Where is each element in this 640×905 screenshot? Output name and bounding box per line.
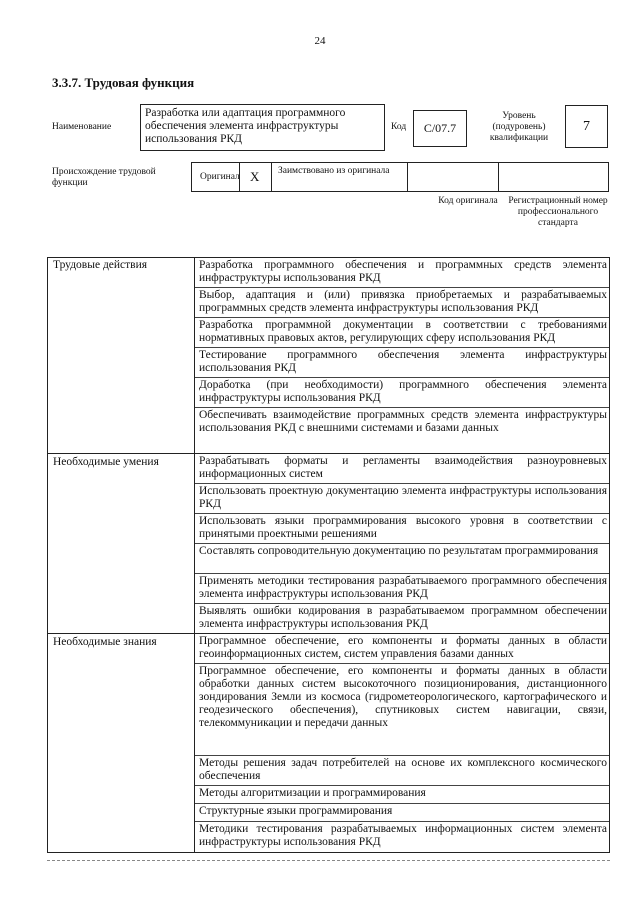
row-separator bbox=[195, 407, 609, 408]
row-separator bbox=[195, 483, 609, 484]
row-separator bbox=[195, 821, 609, 822]
origin-borrowed-cell bbox=[271, 163, 407, 191]
section-divider bbox=[48, 633, 609, 634]
skill-1: Разрабатывать форматы и регламенты взаимодействия разноуровневых информационных систем bbox=[199, 455, 607, 480]
code-value: С/07.7 bbox=[413, 110, 467, 147]
origin-code-cell bbox=[407, 163, 498, 191]
labor-action-6: Обеспечивать взаимодействие программных средств элемента инфраструктуры использования РКД с внешними системами и базами данных bbox=[199, 409, 607, 434]
section-divider bbox=[48, 453, 609, 454]
row-separator bbox=[195, 803, 609, 804]
row-separator bbox=[195, 377, 609, 378]
origin-mark-cell bbox=[239, 163, 271, 191]
skill-6: Выявлять ошибки кодирования в разрабатываемом программном обеспечении элемента инфраструктуры использования РКД bbox=[199, 605, 607, 630]
labor-action-2: Выбор, адаптация и (или) привязка приобретаемых и разрабатываемых программных средств элемента инфраструктуры использования РКД bbox=[199, 289, 607, 314]
knowledge-3: Методы решения задач потребителей на основе их комплексного космического обеспечения bbox=[199, 757, 607, 782]
labor-action-3: Разработка программной документации в соответствии с требованиями нормативных правовых актов, регулирующих сферу использования РКД bbox=[199, 319, 607, 344]
origin-borrowed-text: Заимствовано из оригинала bbox=[278, 166, 390, 176]
labor-action-4: Тестирование программного обеспечения элемента инфраструктуры использования РКД bbox=[199, 349, 607, 374]
row-separator bbox=[195, 573, 609, 574]
code-original-label: Код оригинала bbox=[438, 196, 498, 206]
knowledge-6: Методики тестирования разрабатываемых информационных систем элемента инфраструктуры использования РКД bbox=[199, 823, 607, 848]
row-separator bbox=[195, 603, 609, 604]
reg-number-label: Регистрационный номер профессионального стандарта bbox=[508, 196, 608, 228]
name-value: Разработка или адаптация программного обеспечения элемента инфраструктуры использования РКД bbox=[140, 104, 385, 151]
page-footer-line bbox=[47, 860, 610, 861]
row-separator bbox=[195, 347, 609, 348]
section-title: 3.3.7. Трудовая функция bbox=[52, 75, 195, 90]
knowledge-2: Программное обеспечение, его компоненты и форматы данных в области обработки данных систем высокоточного позиционирования, дистанционного зондирования Земли из космоса (гидрометеорологического, картографического и геодезического обеспечения), спутниковых систем навигации, связи, телекоммуникации и передачи данных bbox=[199, 665, 607, 729]
origin-row bbox=[191, 162, 609, 192]
row-separator bbox=[195, 755, 609, 756]
row-separator bbox=[195, 317, 609, 318]
skill-2: Использовать проектную документацию элемента инфраструктуры использования РКД bbox=[199, 485, 607, 510]
label-required-knowledge: Необходимые знания bbox=[53, 636, 157, 648]
origin-original-cell bbox=[191, 163, 239, 191]
row-separator bbox=[195, 543, 609, 544]
code-label: Код bbox=[391, 122, 407, 132]
origin-reg-cell bbox=[498, 163, 609, 191]
row-separator bbox=[195, 513, 609, 514]
level-value: 7 bbox=[565, 105, 608, 148]
labor-action-5: Доработка (при необходимости) программного обеспечения элемента инфраструктуры использования РКД bbox=[199, 379, 607, 404]
row-separator bbox=[195, 287, 609, 288]
level-label: Уровень (подуровень) квалификации bbox=[489, 111, 549, 143]
skill-4: Составлять сопроводительную документацию по результатам программирования bbox=[199, 545, 599, 557]
knowledge-5: Структурные языки программирования bbox=[199, 805, 393, 817]
name-label: Наименование bbox=[52, 122, 112, 132]
labor-action-1: Разработка программного обеспечения и программных средств элемента инфраструктуры использования РКД bbox=[199, 259, 607, 284]
label-required-skills: Необходимые умения bbox=[53, 456, 159, 468]
row-separator bbox=[195, 785, 609, 786]
function-table bbox=[47, 257, 610, 853]
origin-label: Происхождение трудовой функции bbox=[52, 167, 156, 188]
skill-5: Применять методики тестирования разрабатываемого программного обеспечения элемента инфраструктуры использования РКД bbox=[199, 575, 607, 600]
origin-original-text: Оригинал bbox=[200, 172, 240, 182]
origin-mark: X bbox=[250, 169, 260, 184]
knowledge-1: Программное обеспечение, его компоненты и форматы данных в области геоинформационных систем, систем управления базами данных bbox=[199, 635, 607, 660]
knowledge-4: Методы алгоритмизации и программирования bbox=[199, 787, 426, 799]
label-labor-actions: Трудовые действия bbox=[53, 259, 148, 271]
page-number: 24 bbox=[314, 35, 326, 47]
row-separator bbox=[195, 663, 609, 664]
skill-3: Использовать языки программирования высокого уровня в соответствии с принятыми проектными решениями bbox=[199, 515, 607, 540]
